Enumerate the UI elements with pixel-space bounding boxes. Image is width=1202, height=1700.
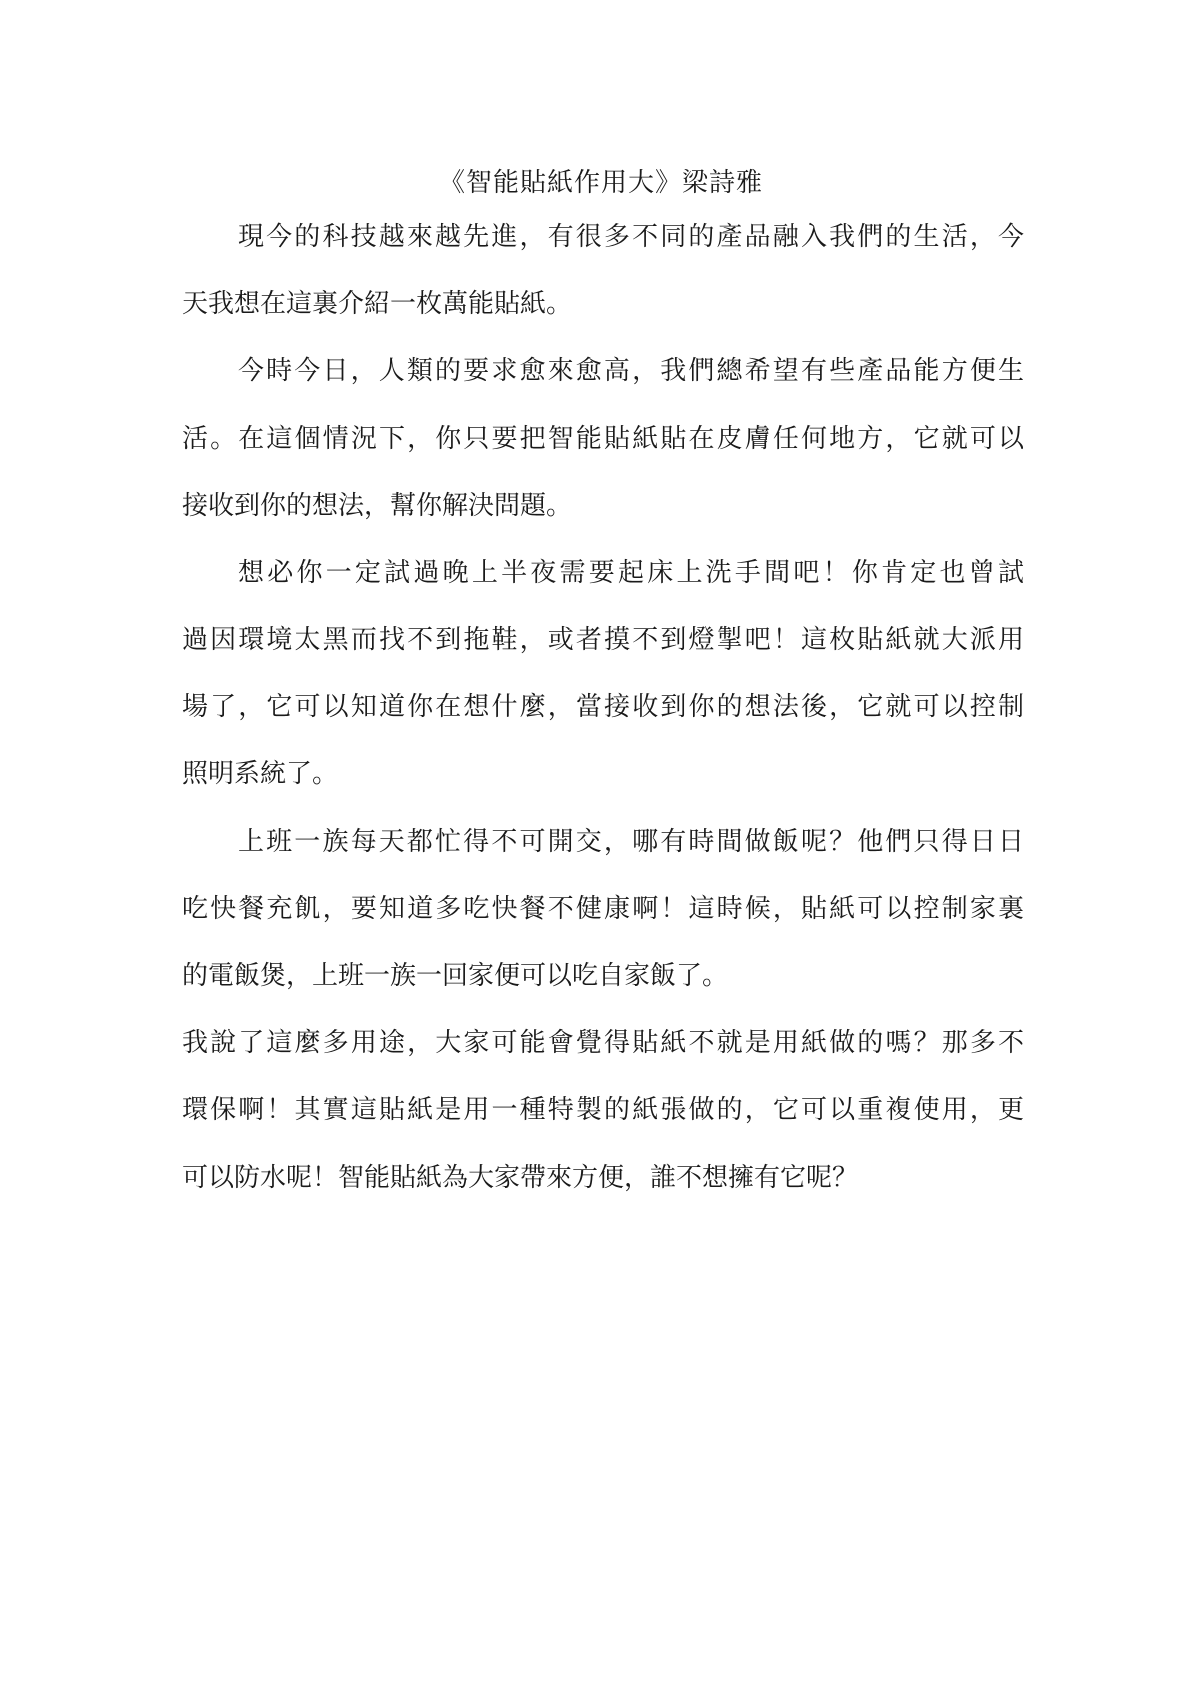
page-title: 《智能貼紙作用大》梁詩雅 [438,168,763,198]
text-line: 照明系統了。 [182,759,339,789]
text-line: 過因環境太黑而找不到拖鞋，或者摸不到燈掣吧！這枚貼紙就大派用 [182,625,1024,655]
text-line: 吃快餐充飢，要知道多吃快餐不健康啊！這時候，貼紙可以控制家裏 [182,894,1024,924]
text-line: 環保啊！其實這貼紙是用一種特製的紙張做的，它可以重複使用，更 [182,1095,1024,1125]
text-line: 我說了這麼多用途，大家可能會覺得貼紙不就是用紙做的嗎？那多不 [182,1028,1024,1058]
text-line: 今時今日，人類的要求愈來愈高，我們總希望有些產品能方便生 [238,356,1024,386]
text-line: 上班一族每天都忙得不可開交，哪有時間做飯呢？他們只得日日 [238,827,1024,857]
text-line: 天我想在這裏介紹一枚萬能貼紙。 [182,289,573,319]
text-line: 可以防水呢！智能貼紙為大家帶來方便，誰不想擁有它呢？ [182,1163,859,1193]
text-line: 想必你一定試過晚上半夜需要起床上洗手間吧！你肯定也曾試 [238,558,1024,588]
text-line: 的電飯煲，上班一族一回家便可以吃自家飯了。 [182,961,729,991]
text-line: 活。在這個情況下，你只要把智能貼紙貼在皮膚任何地方，它就可以 [182,424,1024,454]
text-line: 接收到你的想法，幫你解決問題。 [182,491,573,521]
text-line: 場了，它可以知道你在想什麼，當接收到你的想法後，它就可以控制 [182,692,1024,722]
text-line: 現今的科技越來越先進，有很多不同的產品融入我們的生活，今 [238,222,1024,252]
